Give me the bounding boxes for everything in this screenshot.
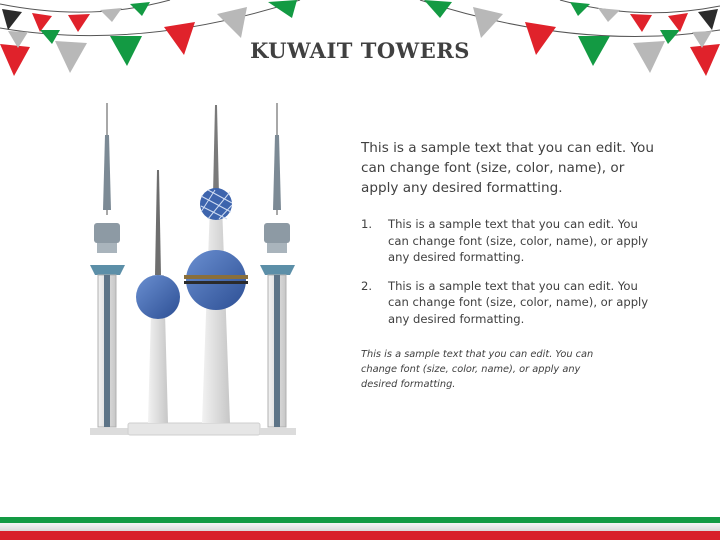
list-number: 1. xyxy=(361,217,373,231)
italic-note: This is a sample text that you can edit. You can change font (size, color, name), or apply any desired formatting. xyxy=(361,349,594,390)
list-item-text: This is a sample text that you can edit. You can change font (size, color, name), or apply any desired formatting. xyxy=(388,217,649,264)
list-item-text: This is a sample text that you can edit. You can change font (size, color, name), or apply any desired formatting. xyxy=(388,278,649,326)
list-item xyxy=(361,216,661,266)
list-item xyxy=(361,278,661,328)
slide-title: KUWAIT TOWERS xyxy=(250,38,470,63)
kuwait-towers-illustration xyxy=(80,95,310,440)
intro-paragraph: This is a sample text that you can edit. You can change font (size, color, name), or apply any desired formatting. xyxy=(361,140,654,196)
list-number: 2. xyxy=(361,278,373,293)
content-text-block xyxy=(361,138,661,402)
flag-color-footer-band xyxy=(0,517,720,540)
numbered-list xyxy=(361,216,661,327)
